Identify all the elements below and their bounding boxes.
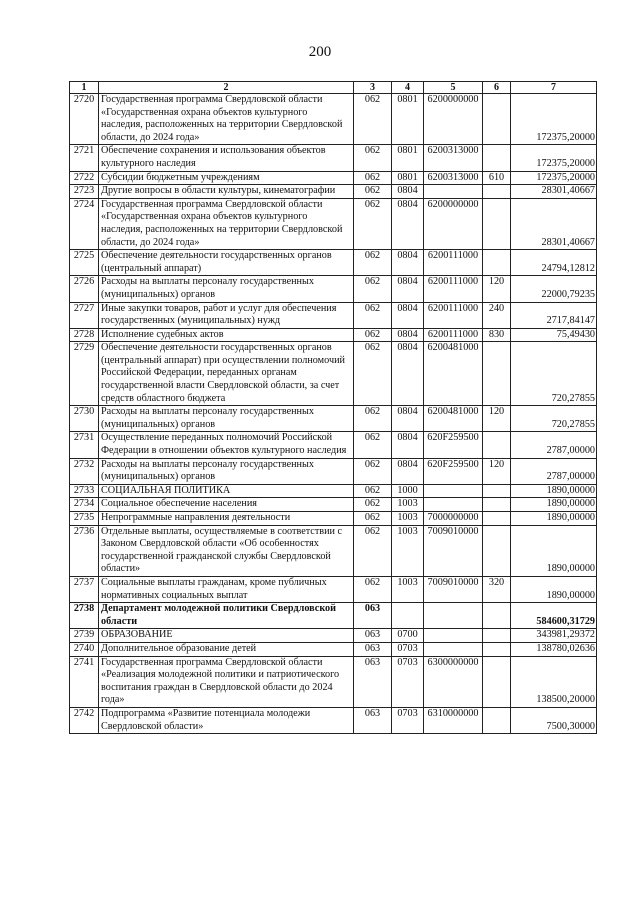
- table-row: [70, 250, 597, 276]
- row-vr: [483, 498, 511, 512]
- table-row: [70, 406, 597, 432]
- row-csr: 6200481000: [424, 342, 483, 406]
- row-razdel: 0804: [392, 328, 424, 342]
- row-ved: 062: [354, 512, 392, 526]
- row-ved: 062: [354, 576, 392, 602]
- row-sum: 720,27855: [511, 342, 597, 406]
- row-name: Отдельные выплаты, осуществляемые в соответствии с Законом Свердловской области «Об особенностях государственной гражданской службы Свердловской области»: [99, 525, 354, 576]
- row-vr: [483, 656, 511, 707]
- header-col-4: 4: [392, 82, 424, 94]
- row-name: Расходы на выплаты персоналу государственных (муниципальных) органов: [99, 406, 354, 432]
- row-number: 2726: [70, 276, 99, 302]
- table-row: [70, 432, 597, 458]
- table-row: [70, 484, 597, 498]
- row-number: 2735: [70, 512, 99, 526]
- table-row: [70, 171, 597, 185]
- row-vr: [483, 525, 511, 576]
- row-ved: 062: [354, 276, 392, 302]
- row-razdel: 0804: [392, 458, 424, 484]
- row-name: Государственная программа Свердловской области «Государственная охрана объектов культурного наследия, расположенных на территории Свердловской области, до 2024 года»: [99, 94, 354, 145]
- row-ved: 062: [354, 458, 392, 484]
- table-row: [70, 328, 597, 342]
- row-name: СОЦИАЛЬНАЯ ПОЛИТИКА: [99, 484, 354, 498]
- row-csr: [424, 629, 483, 643]
- row-razdel: 0801: [392, 145, 424, 171]
- row-razdel: 0804: [392, 432, 424, 458]
- row-name: Дополнительное образование детей: [99, 642, 354, 656]
- row-csr: 620F259500: [424, 432, 483, 458]
- row-csr: 6200481000: [424, 406, 483, 432]
- header-col-7: 7: [511, 82, 597, 94]
- row-name: Обеспечение сохранения и использования объектов культурного наследия: [99, 145, 354, 171]
- budget-table: [69, 81, 597, 734]
- row-number: 2739: [70, 629, 99, 643]
- row-csr: 6200000000: [424, 94, 483, 145]
- row-csr: [424, 498, 483, 512]
- row-razdel: 1003: [392, 576, 424, 602]
- row-csr: [424, 185, 483, 199]
- header-col-3: 3: [354, 82, 392, 94]
- row-ved: 062: [354, 484, 392, 498]
- row-number: 2728: [70, 328, 99, 342]
- row-csr: 6200111000: [424, 328, 483, 342]
- row-vr: [483, 484, 511, 498]
- row-razdel: 0804: [392, 406, 424, 432]
- row-name: Подпрограмма «Развитие потенциала молодежи Свердловской области»: [99, 707, 354, 733]
- table-row: [70, 707, 597, 733]
- row-number: 2742: [70, 707, 99, 733]
- row-ved: 062: [354, 498, 392, 512]
- page-number: 200: [308, 44, 332, 60]
- table-row: [70, 642, 597, 656]
- row-name: Непрограммные направления деятельности: [99, 512, 354, 526]
- row-razdel: 0703: [392, 642, 424, 656]
- row-razdel: 0804: [392, 302, 424, 328]
- row-name: Социальные выплаты гражданам, кроме публичных нормативных социальных выплат: [99, 576, 354, 602]
- row-razdel: 1003: [392, 525, 424, 576]
- row-vr: [483, 629, 511, 643]
- row-name: Социальное обеспечение населения: [99, 498, 354, 512]
- row-name: Государственная программа Свердловской области «Государственная охрана объектов культурного наследия, расположенных на территории Свердловской области, до 2024 года»: [99, 198, 354, 249]
- table-body: [70, 94, 597, 734]
- row-razdel: 0801: [392, 171, 424, 185]
- table-row: [70, 94, 597, 145]
- table-row: [70, 458, 597, 484]
- table-row: [70, 512, 597, 526]
- table-row: [70, 656, 597, 707]
- row-ved: 062: [354, 198, 392, 249]
- row-csr: 6300000000: [424, 656, 483, 707]
- row-number: 2740: [70, 642, 99, 656]
- row-sum: 1890,00000: [511, 576, 597, 602]
- row-sum: 138500,20000: [511, 656, 597, 707]
- row-razdel: 1003: [392, 512, 424, 526]
- row-sum: 138780,02636: [511, 642, 597, 656]
- row-csr: 6200111000: [424, 250, 483, 276]
- row-sum: 1890,00000: [511, 484, 597, 498]
- table-row: [70, 525, 597, 576]
- row-csr: [424, 484, 483, 498]
- row-csr: 7000000000: [424, 512, 483, 526]
- row-razdel: 0804: [392, 250, 424, 276]
- table-row: [70, 198, 597, 249]
- row-vr: 610: [483, 171, 511, 185]
- row-sum: 172375,20000: [511, 171, 597, 185]
- table-row: [70, 629, 597, 643]
- row-sum: 1890,00000: [511, 512, 597, 526]
- row-number: 2720: [70, 94, 99, 145]
- row-csr: 6200111000: [424, 302, 483, 328]
- row-ved: 062: [354, 145, 392, 171]
- row-number: 2737: [70, 576, 99, 602]
- header-col-6: 6: [483, 82, 511, 94]
- row-sum: 75,49430: [511, 328, 597, 342]
- row-vr: [483, 512, 511, 526]
- row-razdel: 0804: [392, 342, 424, 406]
- row-ved: 062: [354, 171, 392, 185]
- header-row: [70, 82, 597, 94]
- row-sum: 172375,20000: [511, 94, 597, 145]
- row-ved: 062: [354, 185, 392, 199]
- row-ved: 063: [354, 707, 392, 733]
- row-csr: 7009010000: [424, 576, 483, 602]
- table-row: [70, 145, 597, 171]
- row-vr: 320: [483, 576, 511, 602]
- row-number: 2733: [70, 484, 99, 498]
- row-csr: 6200111000: [424, 276, 483, 302]
- row-number: 2734: [70, 498, 99, 512]
- row-number: 2731: [70, 432, 99, 458]
- row-name: Расходы на выплаты персоналу государственных (муниципальных) органов: [99, 276, 354, 302]
- row-name: Государственная программа Свердловской области «Реализация молодежной политики и патриотического воспитания граждан в Свердловской области до 2024 года»: [99, 656, 354, 707]
- row-ved: 063: [354, 656, 392, 707]
- row-razdel: 0801: [392, 94, 424, 145]
- row-ved: 062: [354, 250, 392, 276]
- row-csr: 6200000000: [424, 198, 483, 249]
- row-name: Обеспечение деятельности государственных органов (центральный аппарат) при осуществлении полномочий Российской Федерации, переданных органам государственной власти Свердловской области, за счет средств областного бюджета: [99, 342, 354, 406]
- row-name: ОБРАЗОВАНИЕ: [99, 629, 354, 643]
- row-vr: [483, 707, 511, 733]
- row-name: Департамент молодежной политики Свердловской области: [99, 603, 354, 629]
- row-sum: 720,27855: [511, 406, 597, 432]
- row-sum: 1890,00000: [511, 525, 597, 576]
- row-razdel: 0804: [392, 185, 424, 199]
- row-ved: 062: [354, 302, 392, 328]
- row-sum: 1890,00000: [511, 498, 597, 512]
- table-row: [70, 276, 597, 302]
- row-ved: 063: [354, 603, 392, 629]
- row-sum: 22000,79235: [511, 276, 597, 302]
- row-name: Другие вопросы в области культуры, кинематографии: [99, 185, 354, 199]
- row-razdel: 0804: [392, 276, 424, 302]
- row-razdel: 0703: [392, 656, 424, 707]
- row-sum: 7500,30000: [511, 707, 597, 733]
- row-vr: [483, 250, 511, 276]
- row-razdel: 0703: [392, 707, 424, 733]
- row-number: 2729: [70, 342, 99, 406]
- header-col-2: 2: [99, 82, 354, 94]
- table-row: [70, 302, 597, 328]
- row-sum: 28301,40667: [511, 185, 597, 199]
- row-vr: [483, 198, 511, 249]
- row-vr: 830: [483, 328, 511, 342]
- table-row: [70, 185, 597, 199]
- row-sum: 2787,00000: [511, 458, 597, 484]
- row-vr: 240: [483, 302, 511, 328]
- row-name: Субсидии бюджетным учреждениям: [99, 171, 354, 185]
- row-ved: 063: [354, 629, 392, 643]
- row-number: 2722: [70, 171, 99, 185]
- row-sum: 2787,00000: [511, 432, 597, 458]
- row-number: 2732: [70, 458, 99, 484]
- row-sum: 24794,12812: [511, 250, 597, 276]
- header-col-5: 5: [424, 82, 483, 94]
- row-vr: [483, 642, 511, 656]
- row-number: 2724: [70, 198, 99, 249]
- row-vr: [483, 145, 511, 171]
- row-vr: [483, 185, 511, 199]
- row-razdel: 0700: [392, 629, 424, 643]
- row-name: Иные закупки товаров, работ и услуг для обеспечения государственных (муниципальных) нужд: [99, 302, 354, 328]
- row-name: Осуществление переданных полномочий Российской Федерации в отношении объектов культурного наследия: [99, 432, 354, 458]
- row-csr: 6200313000: [424, 145, 483, 171]
- row-csr: 6200313000: [424, 171, 483, 185]
- row-ved: 062: [354, 406, 392, 432]
- row-razdel: [392, 603, 424, 629]
- table-row: [70, 576, 597, 602]
- table-row: [70, 603, 597, 629]
- row-number: 2741: [70, 656, 99, 707]
- row-name: Расходы на выплаты персоналу государственных (муниципальных) органов: [99, 458, 354, 484]
- row-number: 2727: [70, 302, 99, 328]
- row-csr: 7009010000: [424, 525, 483, 576]
- row-sum: 584600,31729: [511, 603, 597, 629]
- row-razdel: 1003: [392, 498, 424, 512]
- row-sum: 343981,29372: [511, 629, 597, 643]
- row-ved: 062: [354, 342, 392, 406]
- row-number: 2738: [70, 603, 99, 629]
- row-csr: 620F259500: [424, 458, 483, 484]
- row-razdel: 1000: [392, 484, 424, 498]
- row-sum: 172375,20000: [511, 145, 597, 171]
- row-csr: 6310000000: [424, 707, 483, 733]
- row-csr: [424, 603, 483, 629]
- row-ved: 062: [354, 328, 392, 342]
- row-name: Обеспечение деятельности государственных органов (центральный аппарат): [99, 250, 354, 276]
- row-number: 2730: [70, 406, 99, 432]
- row-ved: 062: [354, 94, 392, 145]
- row-ved: 063: [354, 642, 392, 656]
- row-vr: 120: [483, 406, 511, 432]
- row-number: 2725: [70, 250, 99, 276]
- row-number: 2721: [70, 145, 99, 171]
- row-vr: 120: [483, 458, 511, 484]
- row-name: Исполнение судебных актов: [99, 328, 354, 342]
- row-vr: [483, 342, 511, 406]
- row-sum: 2717,84147: [511, 302, 597, 328]
- row-number: 2723: [70, 185, 99, 199]
- row-sum: 28301,40667: [511, 198, 597, 249]
- row-vr: 120: [483, 276, 511, 302]
- row-ved: 062: [354, 525, 392, 576]
- row-razdel: 0804: [392, 198, 424, 249]
- table-row: [70, 342, 597, 406]
- row-csr: [424, 642, 483, 656]
- table-row: [70, 498, 597, 512]
- row-vr: [483, 94, 511, 145]
- header-col-1: 1: [70, 82, 99, 94]
- row-vr: [483, 432, 511, 458]
- row-vr: [483, 603, 511, 629]
- row-number: 2736: [70, 525, 99, 576]
- row-ved: 062: [354, 432, 392, 458]
